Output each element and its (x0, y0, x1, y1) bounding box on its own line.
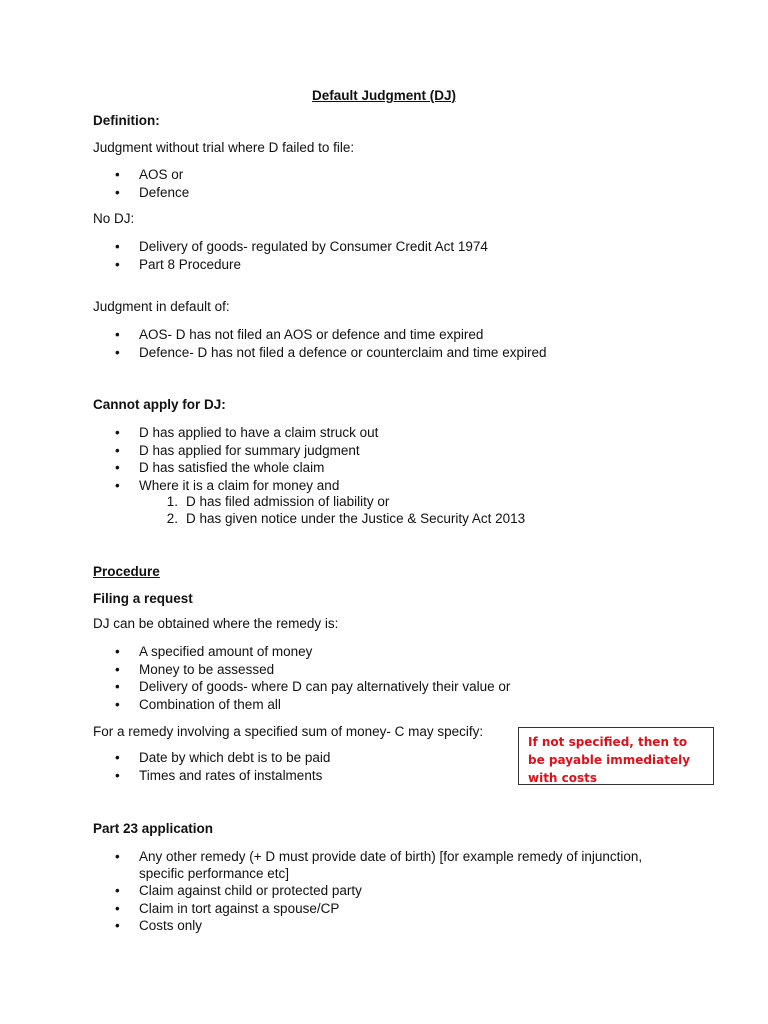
bullet-icon: • (115, 185, 120, 200)
bullet-icon: • (115, 257, 120, 272)
bullet-icon: • (115, 697, 120, 712)
cannot-apply-heading: Cannot apply for DJ: (93, 397, 226, 412)
list-item: Delivery of goods- where D can pay alternatively their value or (139, 679, 511, 694)
list-item: Delivery of goods- regulated by Consumer Credit Act 1974 (139, 239, 488, 254)
list-item: Claim in tort against a spouse/CP (139, 901, 340, 916)
list-item-continuation: specific performance etc] (139, 866, 290, 881)
list-item: Times and rates of instalments (139, 768, 323, 783)
list-item: AOS or (139, 167, 184, 182)
bullet-icon: • (115, 345, 120, 360)
list-item: Defence- D has not filed a defence or counterclaim and time expired (139, 345, 547, 360)
note-box: If not specified, then to be payable immediately with costs (518, 727, 714, 785)
definition-text: Judgment without trial where D failed to file: (93, 140, 355, 155)
list-item: Date by which debt is to be paid (139, 750, 331, 765)
numbered-item: D has given notice under the Justice & Security Act 2013 (186, 511, 526, 526)
list-item: D has satisfied the whole claim (139, 460, 325, 475)
page-title: Default Judgment (DJ) (311, 88, 456, 103)
list-item: A specified amount of money (139, 644, 313, 659)
list-item: Money to be assessed (139, 662, 275, 677)
list-item: Part 8 Procedure (139, 257, 242, 272)
bullet-icon: • (115, 849, 120, 864)
list-item: Costs only (139, 918, 203, 933)
bullet-icon: • (115, 750, 120, 765)
bullet-icon: • (115, 460, 120, 475)
bullet-icon: • (115, 679, 120, 694)
bullet-icon: • (115, 239, 120, 254)
bullet-icon: • (115, 327, 120, 342)
bullet-icon: • (115, 768, 120, 783)
list-item: Defence (139, 185, 190, 200)
part23-heading: Part 23 application (93, 821, 214, 836)
bullet-icon: • (115, 662, 120, 677)
list-item: Combination of them all (139, 697, 281, 712)
numbered-item: D has filed admission of liability or (186, 494, 390, 509)
list-item: D has applied for summary judgment (139, 443, 360, 458)
default-of-heading: Judgment in default of: (93, 299, 230, 314)
bullet-icon: • (115, 167, 120, 182)
bullet-icon: • (115, 478, 120, 493)
list-number: 1. (166, 494, 178, 509)
no-dj-heading: No DJ: (93, 211, 135, 226)
list-item: Any other remedy (+ D must provide date of birth) [for example remedy of injunction, (139, 849, 643, 864)
bullet-icon: • (115, 918, 120, 933)
list-item: Where it is a claim for money and (139, 478, 340, 493)
procedure-heading: Procedure (93, 564, 160, 579)
list-item: AOS- D has not filed an AOS or defence and time expired (139, 327, 484, 342)
bullet-icon: • (115, 644, 120, 659)
filing-heading: Filing a request (93, 591, 193, 606)
definition-heading: Definition: (93, 113, 160, 128)
bullet-icon: • (115, 901, 120, 916)
list-item: D has applied to have a claim struck out (139, 425, 379, 440)
bullet-icon: • (115, 425, 120, 440)
specified-text: For a remedy involving a specified sum of money- C may specify: (93, 724, 484, 739)
filing-text: DJ can be obtained where the remedy is: (93, 616, 339, 631)
list-number: 2. (166, 511, 178, 526)
bullet-icon: • (115, 443, 120, 458)
list-item: Claim against child or protected party (139, 883, 362, 898)
bullet-icon: • (115, 883, 120, 898)
